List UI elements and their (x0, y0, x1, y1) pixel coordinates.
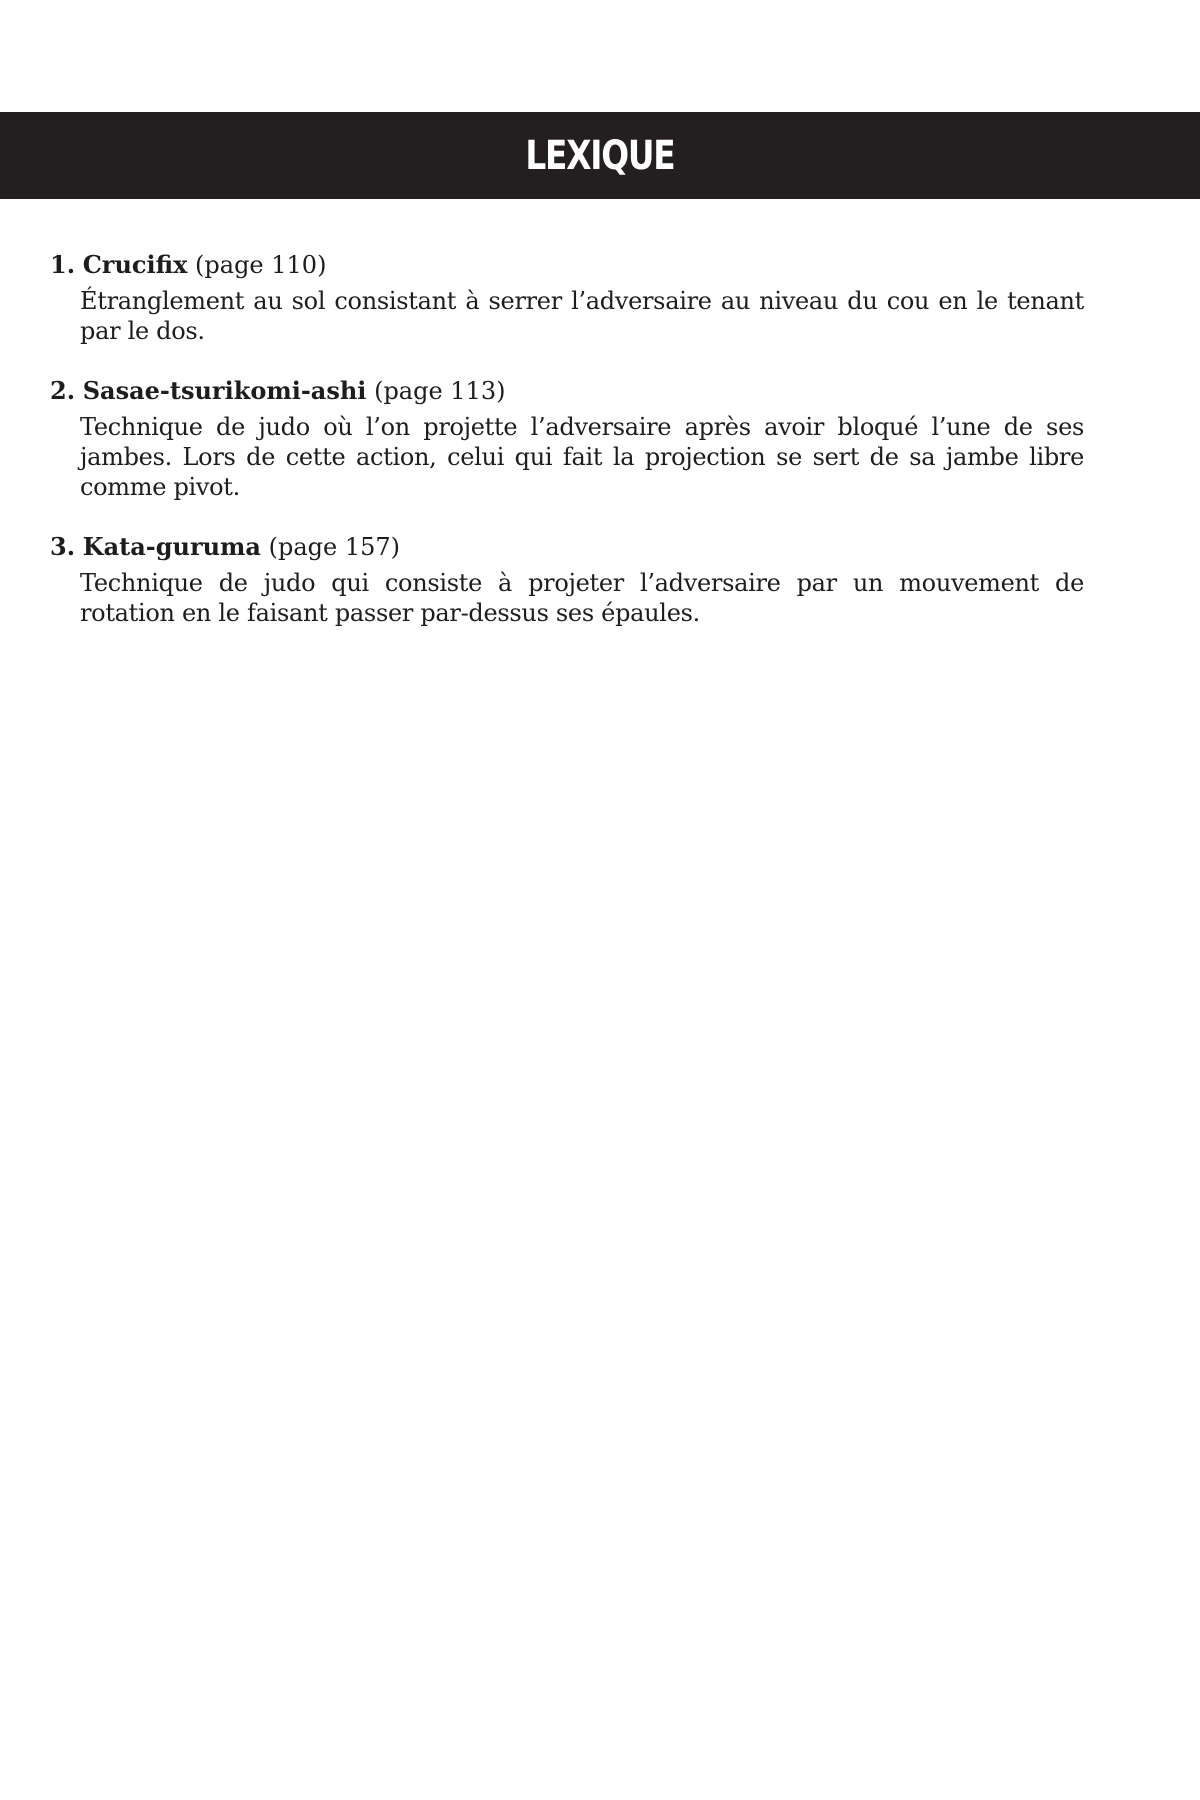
entry-term: Kata-guruma (82, 532, 261, 561)
entry-term: Sasae-tsurikomi-ashi (82, 376, 367, 405)
entry-definition: Technique de judo qui consiste à projeter l’adversaire par un mouvement de rotation en le faisant passer par-dessus ses épaules. (80, 569, 1084, 627)
entry-number: 3. (50, 532, 76, 561)
header-band (0, 112, 1200, 199)
lexicon-entry (50, 528, 1084, 628)
entry-term: Crucifix (82, 250, 188, 279)
entry-definition: Technique de judo où l’on projette l’adversaire après avoir bloqué l’une de ses jambes. Lors de cette action, celui qui fait la projection se sert de sa jambe libre comme pivot. (80, 413, 1084, 501)
entry-heading (50, 246, 1084, 284)
lexicon-entry (50, 372, 1084, 502)
page-title: LEXIQUE (525, 132, 675, 179)
entry-number: 1. (50, 250, 76, 279)
entry-page-reference: (page 113) (374, 377, 506, 405)
entry-heading (50, 372, 1084, 410)
entry-page-reference: (page 110) (195, 251, 327, 279)
entry-definition: Étranglement au sol consistant à serrer l’adversaire au niveau du cou en le tenant par le dos. (80, 287, 1084, 345)
lexicon-list (50, 246, 1084, 654)
entry-heading (50, 528, 1084, 566)
lexicon-entry (50, 246, 1084, 346)
entry-number: 2. (50, 376, 76, 405)
entry-page-reference: (page 157) (268, 533, 401, 561)
